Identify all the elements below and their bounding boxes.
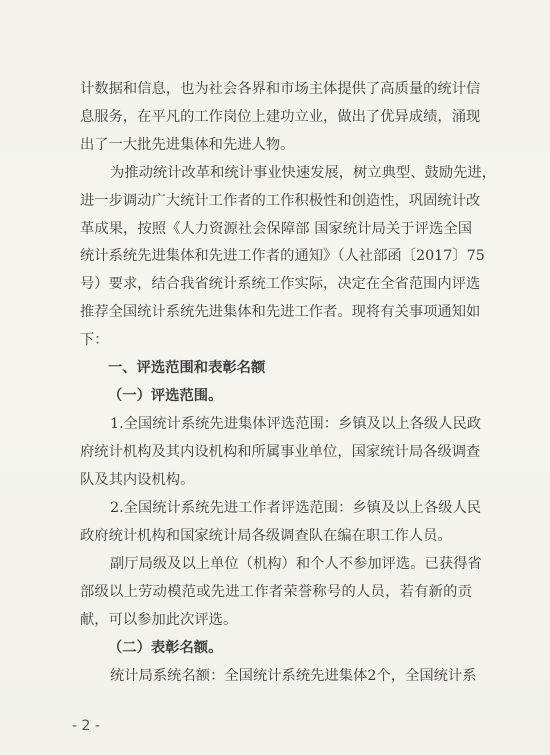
paragraph-line: 出了一大批先进集体和先进人物。	[80, 137, 295, 153]
paragraph-line: 2.全国统计系统先进工作者评选范围：乡镇及以上各级人民	[110, 500, 482, 516]
paragraph-line: 府统计机构及其内设机构和所属事业单位，国家统计局各级调查	[80, 444, 481, 460]
paragraph-line: 政府统计机构和国家统计局各级调查队在编在职工作人员。	[80, 528, 452, 544]
paragraph-line: 进一步调动广大统计工作者的工作积极性和创造性，巩固统计改	[80, 193, 481, 209]
paragraph-line: 计数据和信息，也为社会各界和市场主体提供了高质量的统计信	[80, 81, 481, 97]
page-number: - 2 -	[72, 718, 100, 734]
paragraph-line: 献，可以参加此次评选。	[80, 612, 238, 628]
paragraph-line: 部级以上劳动模范或先进工作者荣誉称号的人员，若有新的贡	[80, 584, 472, 600]
paragraph-line: 统计局系统名额：全国统计系统先进集体2个，全国统计系	[110, 668, 477, 684]
paragraph-line: 息服务，在平凡的工作岗位上建功立业，做出了优异成绩，涌现	[80, 109, 481, 125]
paragraph-line: 1.全国统计系统先进集体评选范围：乡镇及以上各级人民政	[110, 416, 482, 432]
paragraph-line: 号）要求，结合我省统计系统工作实际，决定在全省范围内评选	[80, 276, 481, 292]
section-heading: 一、评选范围和表彰名额	[108, 360, 266, 376]
subsection-heading: （一）评选范围。	[108, 388, 223, 404]
paragraph-line: 队及其内设机构。	[80, 472, 195, 488]
paragraph-line: 推荐全国统计系统先进集体和先进工作者。现将有关事项通知如	[80, 304, 481, 320]
paragraph-line: 统计系统先进集体和先进工作者的通知》（人社部函〔2017〕75	[80, 248, 485, 264]
paragraph-line: 副厅局级及以上单位（机构）和个人不参加评选。已获得省	[110, 556, 482, 572]
paragraph-line: 革成果，按照《人力资源社会保障部 国家统计局关于评选全国	[80, 221, 472, 237]
paragraph-line: 下：	[80, 332, 109, 348]
paragraph-line: 为推动统计改革和统计事业快速发展，树立典型、鼓励先进，	[110, 165, 497, 181]
subsection-heading: （二）表彰名额。	[108, 640, 223, 656]
